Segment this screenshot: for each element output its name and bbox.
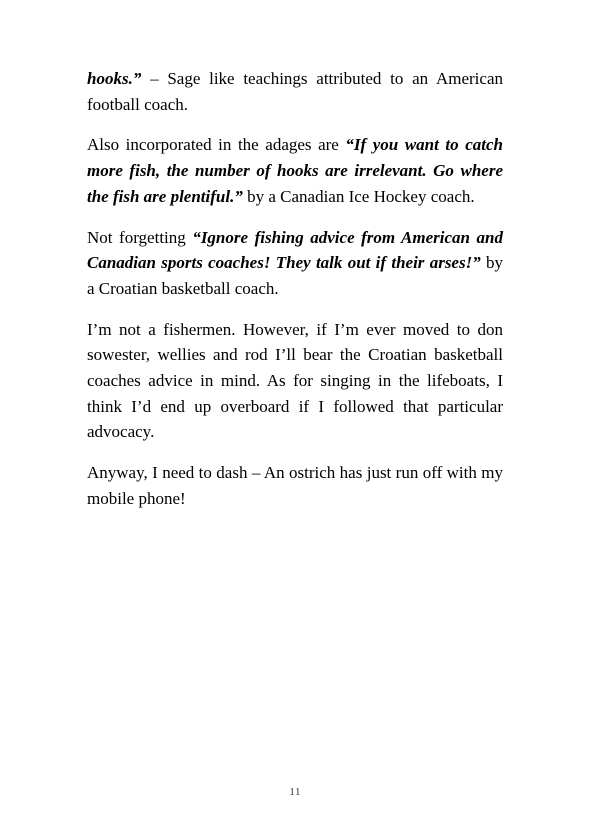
paragraph-3-trail: by a Croatian basketball coach.	[87, 253, 504, 298]
paragraph-4: I’m not a fishermen. However, if I’m ever moved to don sowester, wellies and rod I’ll bear the Croatian basketball coaches advice in mind. As for singing in the lifeboats, I think I’d end up overboard if I followed that particular advocacy.	[87, 319, 503, 442]
page-body	[87, 66, 503, 527]
paragraph-2-lead: Also incorporated in the adages are	[87, 135, 346, 155]
quote-croatian-coach: “Ignore fishing advice from American and Canadian sports coaches! They talk out if their arses!”	[87, 227, 503, 273]
paragraph-3-lead: Not forgetting	[87, 227, 193, 247]
page-number: 11	[289, 787, 302, 798]
paragraph-3	[87, 225, 503, 302]
paragraph-1	[87, 66, 503, 117]
paragraph-1-text: – Sage like teachings attributed to an American football coach.	[87, 69, 503, 114]
quote-hooks: hooks.”	[87, 69, 142, 88]
paragraph-2	[87, 132, 503, 209]
paragraph-2-trail: by a Canadian Ice Hockey coach.	[242, 186, 475, 206]
paragraph-5: Anyway, I need to dash – An ostrich has just run off with my mobile phone!	[87, 463, 503, 508]
quote-canadian-coach: “If you want to catch more fish, the number of hooks are irrelevant. Go where the fish are plentiful.”	[87, 135, 503, 206]
